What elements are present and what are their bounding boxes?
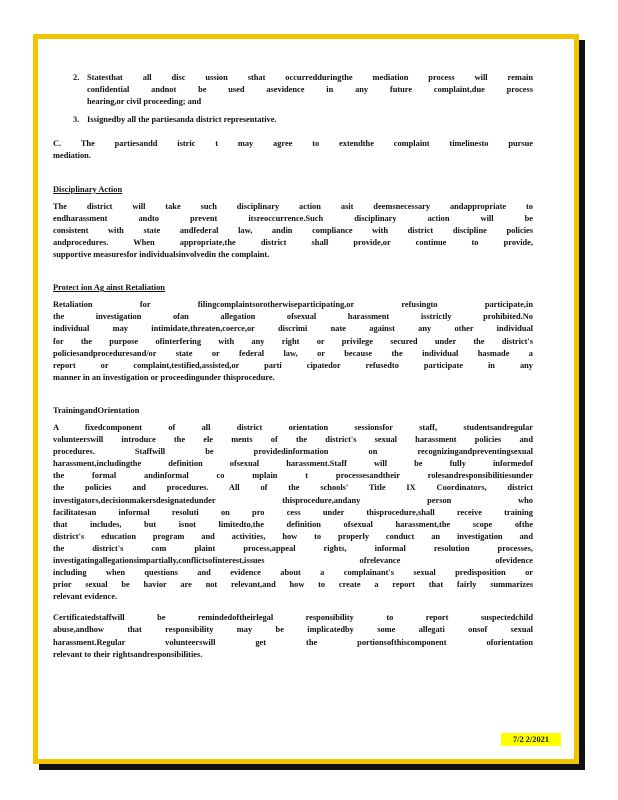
text-line: abuse,andhow that responsibility may be implicatedby some allegati onsof sexual [53, 625, 533, 635]
text-line: endharassment andto prevent itsreoccurrence.Such disciplinary action will be [53, 213, 533, 223]
section-heading: TrainingandOrientation [53, 405, 140, 415]
text-line: The district will take such disciplinary action asit deemsnecessary andappropriate to [53, 201, 533, 211]
text-line: mediation. [53, 151, 91, 161]
text-line: harassment.Regular volunteerswill get the portionsofthiscomponent oforientation [53, 637, 533, 647]
list-number: 2. [73, 73, 80, 82]
text-line: manner in an investigation or proceedingunder thisprocedure. [53, 372, 275, 382]
text-line: district's education program and activities, how to properly conduct an investigation and [53, 531, 533, 541]
section-heading: Disciplinary Action [53, 184, 123, 194]
text-line: policiesandproceduresand/or state or federal law, or because the individual hasmade a [53, 348, 533, 358]
text-line: relevant evidence. [53, 592, 118, 602]
text-line: prior sexual be havior are not relevant,and how to create a report that fairly summarizes [53, 580, 533, 590]
text-line: consistent with state andfederal law, andin compliance with district discipline policies [53, 225, 533, 235]
text-line: confidential andnot be used asevidence in any future complaint,due process [87, 85, 533, 95]
text-line: andprocedures. When appropriate,the district shall provide,or continue to provide, [53, 237, 533, 247]
document-body [53, 72, 533, 670]
text-line: the district's com plaint process,appeal rights, informal resolution processes, [53, 543, 533, 553]
text-line: the policies and procedures. All of the schools' Title IX Coordinators, district [53, 483, 533, 493]
numbered-list-item [53, 114, 533, 126]
text-line: including when questions and evidence about a complainant's sexual predisposition or [53, 568, 533, 578]
text-line: that includes, but isnot limitedto,the definition ofsexual harassment,the scope ofthe [53, 519, 533, 529]
text-line: investigatingallegationsimpartially,conflictsofinterest,issues ofrelevance ofevidence [53, 556, 533, 565]
list-item-text [87, 72, 533, 108]
text-line: C. The partiesandd istric t may agree to extendthe complaint timelinesto pursue [53, 139, 533, 149]
paragraph-c [53, 138, 533, 162]
text-line: hearing,or civil proceeding; and [87, 97, 202, 107]
text-line: Statesthat all disc ussion sthat occurredduringthe mediation process will remain [87, 73, 533, 82]
text-line: individual may intimidate,threaten,coerce,or discrimi nate against any other individual [53, 324, 533, 334]
section-paragraph [53, 612, 533, 660]
text-line: the investigation ofan allegation ofsexual harassment isstrictly prohibited.No [53, 312, 533, 322]
text-line: Certificatedstaffwill be remindedoftheirlegal responsibility to report suspectedchild [53, 613, 533, 623]
footer-date: 7/2 2/2021 [501, 733, 561, 746]
list-item-text [87, 114, 533, 126]
section-paragraph [53, 422, 533, 603]
section-paragraph [53, 201, 533, 261]
text-line: A fixedcomponent of all district orientation sessionsfor staff, studentsandregular [53, 422, 533, 432]
text-line: volunteerswill introduce the ele ments of the district's sexual harassment policies and [53, 435, 533, 445]
text-line: report or complaint,testified,assisted,or parti cipatedor refusedto participate in any [53, 360, 533, 370]
text-line: Issignedby all the partiesanda district representative. [87, 115, 277, 125]
text-line: relevant to their rightsandresponsibilities. [53, 649, 203, 659]
text-line: harassment,includingthe definition ofsexual harassment.Staff will be fully informedof [53, 459, 533, 469]
text-line: investigators,decisionmakersdesignatedunder thisprocedure,andany person who [53, 495, 533, 505]
numbered-list-item [53, 72, 533, 108]
section-paragraph [53, 299, 533, 384]
list-number: 3. [73, 115, 80, 125]
text-line: facilitatesan informal resoluti on pro cess under thisprocedure,shall receive training [53, 507, 533, 517]
section-heading: Protect ion Ag ainst Retaliation [53, 283, 165, 293]
text-line: procedures. Staffwill be providedinformation on recognizingandpreventingsexual [53, 447, 533, 457]
text-line: supportive measuresfor individualsinvolvedin the complaint. [53, 250, 270, 260]
text-line: Retaliation for filingcomplaintsorotherwiseparticipating,or refusingto participate,in [53, 300, 533, 310]
text-line: for the purpose ofinterfering with any right or privilege secured under the district's [53, 336, 533, 346]
text-line: the formal andinformal co mplain t processesandtheir rolesandresponsibilitiesunder [53, 471, 533, 481]
